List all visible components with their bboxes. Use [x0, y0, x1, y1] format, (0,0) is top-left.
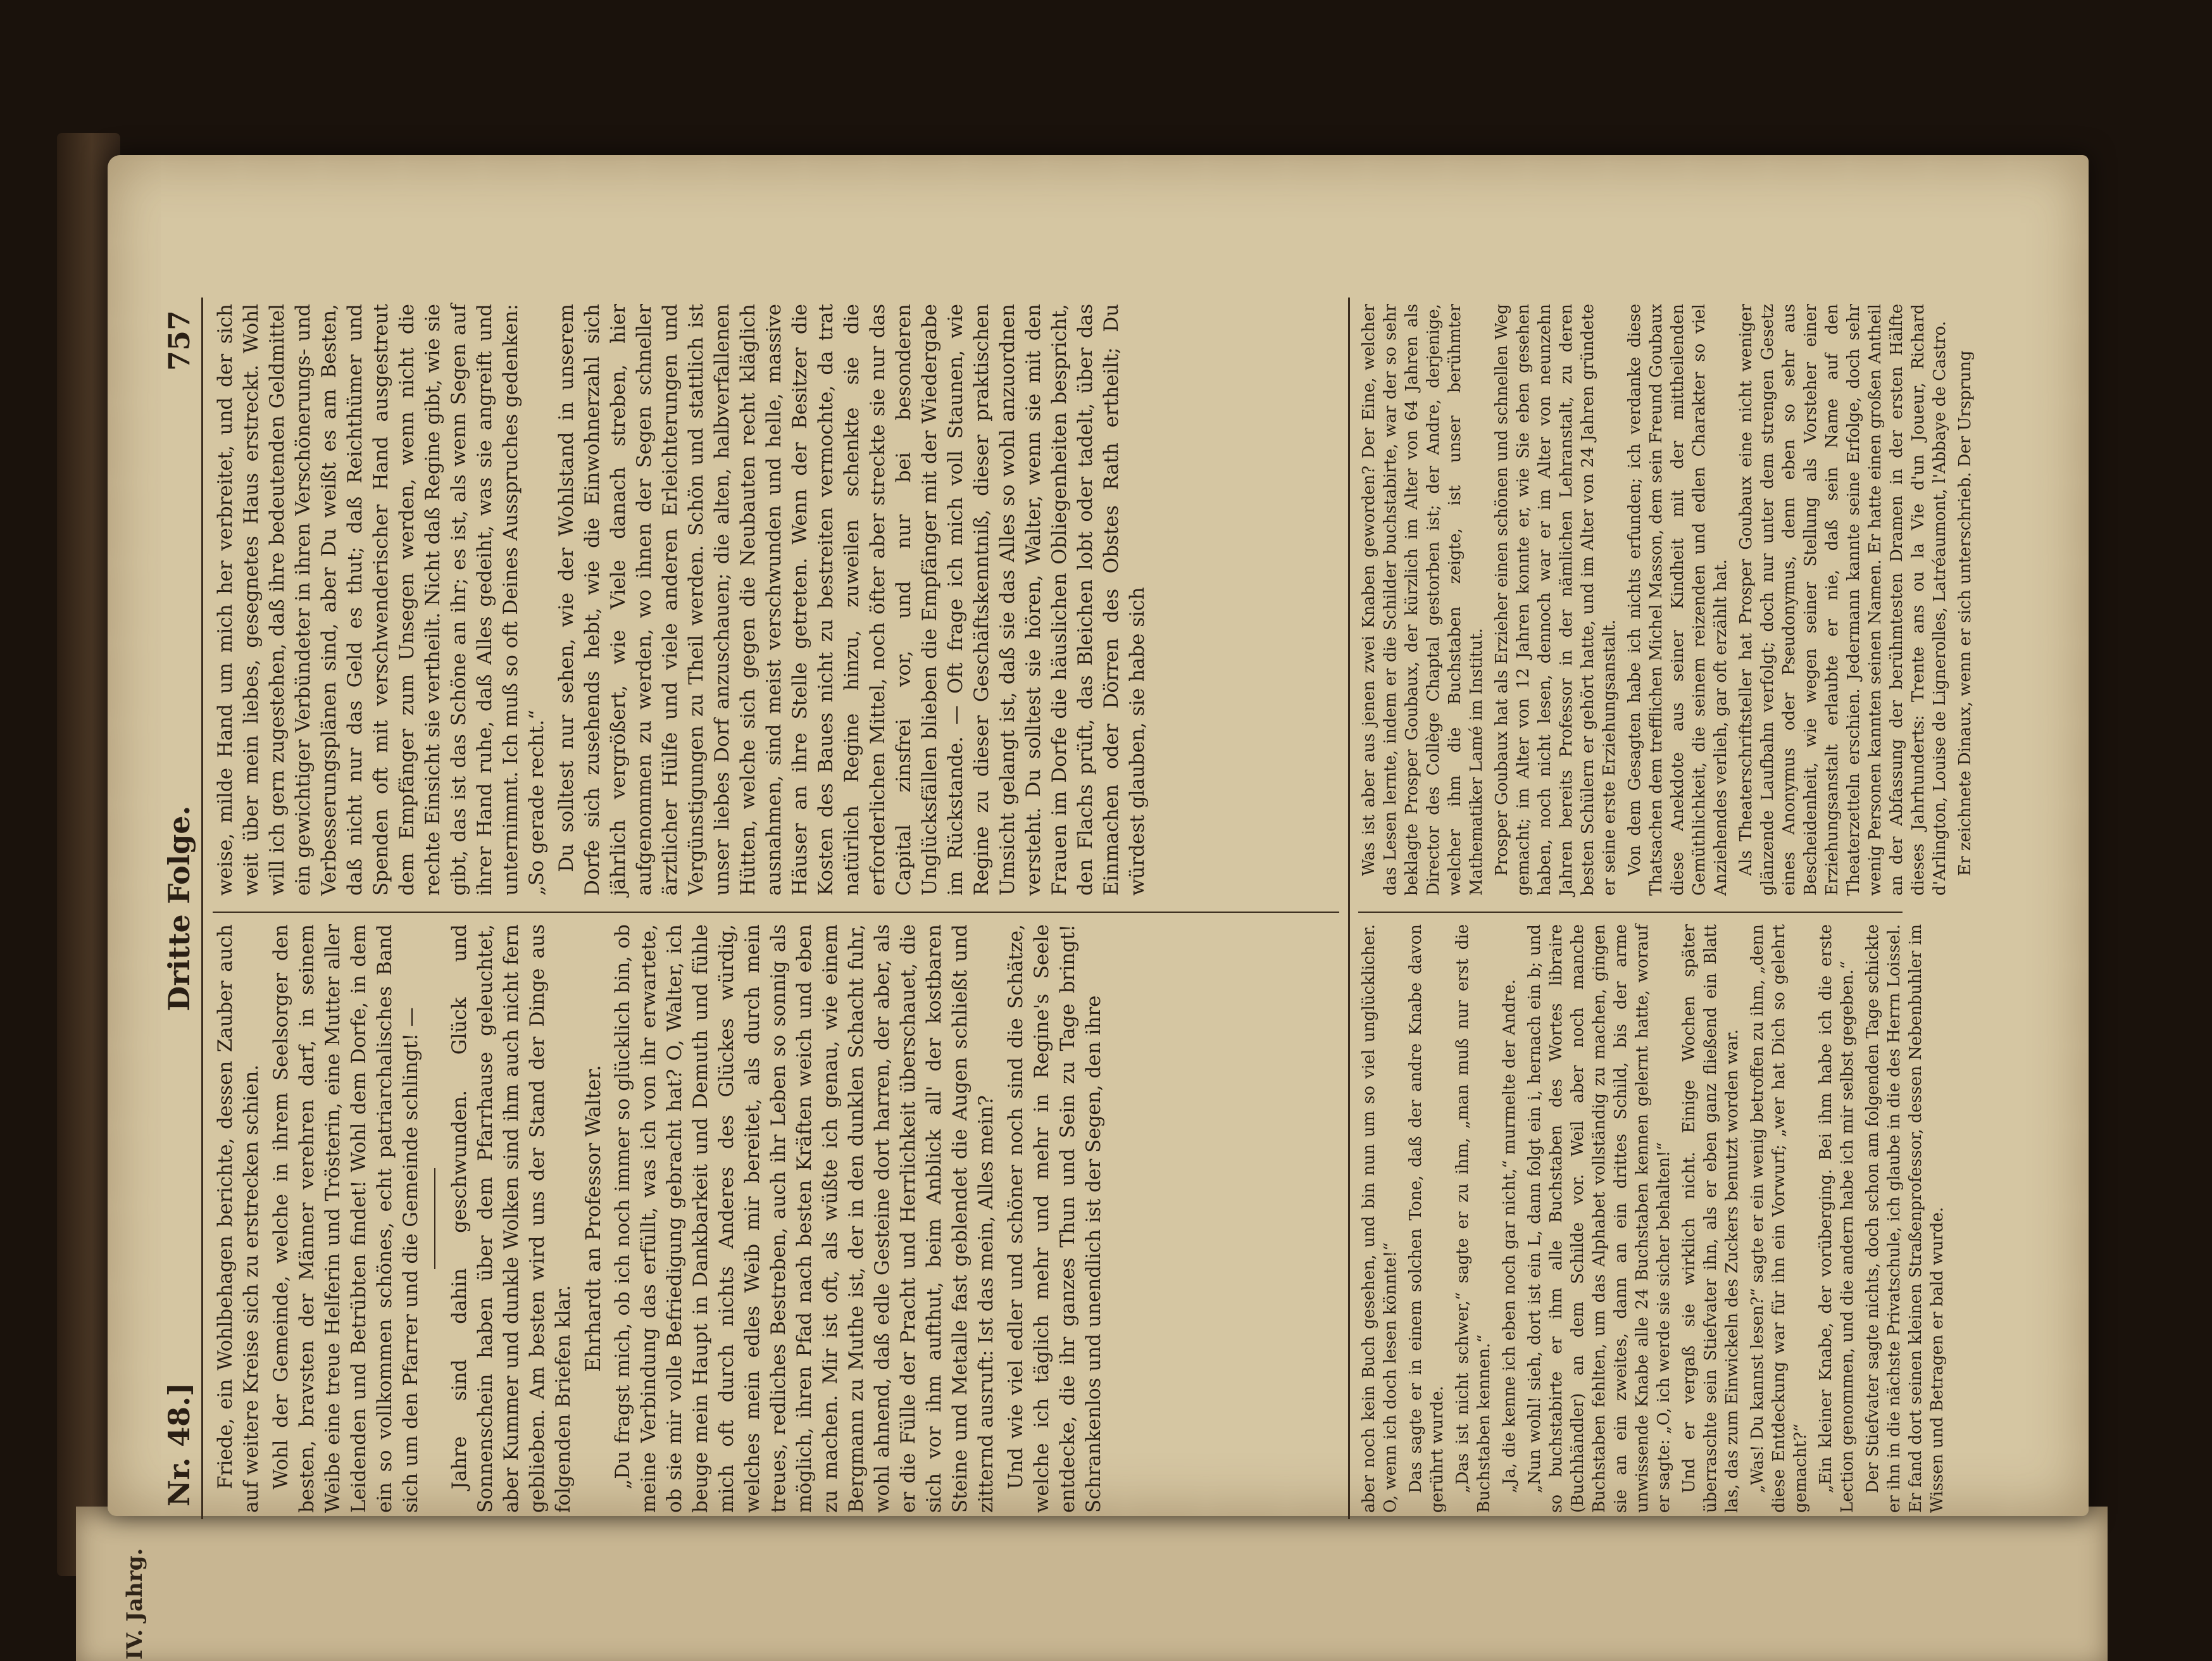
paragraph: aber noch kein Buch gesehen, und bin nun um so viel unglücklicher. O, wenn ich doch lesen könnte!“	[1359, 924, 1400, 1513]
lower-text-block	[1358, 298, 1975, 1519]
paragraph: Als Theaterschriftsteller hat Prosper Goubaux eine nicht weniger glänzende Laufbahn verfolgt; doch nur unter dem strengen Gesetz eines Anonymus oder Pseudonymus, denn eben so sehr aus Bescheidenheit, wie wegen seiner Stellung als Vorsteher einer Erziehungsanstalt erlaubte er nie, daß sein Name auf den Theaterzetteln erschien. Jedermann kannte seine Erfolge, doch sehr wenig Personen kannten seinen Namen. Er hatte einen großen Antheil an der Abfassung der berühmtesten Dramen in der ersten Hälfte dieses Jahrhunderts: Trente ans ou la Vie d'un Joueur, Richard d'Arlington, Louise de Lignerolles, Latréaumont, l'Abbaye de Castro.	[1737, 304, 1949, 896]
paragraph: weise, milde Hand um mich her verbreitet, und der sich weit über mein liebes, gesegnetes Haus erstreckt. Wohl will ich gern zugestehen, daß ihre bedeutenden Geldmittel ein gewichtiger Verbündeter in ihren Verschönerungs- und Verbesserungsplänen sind, aber Du weißt es am Besten, daß nicht nur das Geld es thut; daß Reichthümer und Spenden oft mit verschwenderischer Hand ausgestreut dem Empfänger zum Unsegen werden, wenn nicht die rechte Einsicht sie vertheilt. Nicht daß Regine gibt, wie sie gibt, das ist das Schöne an ihr; es ist, als wenn Segen auf ihrer Hand ruhe, daß Alles gedeiht, was sie angreift und unternimmt. Ich muß so oft Deines Ausspruches gedenken: „So gerade recht.“	[214, 304, 548, 896]
right-column	[213, 304, 1339, 896]
paragraph: Und er vergaß sie wirklich nicht. Einige Wochen später überraschte sein Stiefvater ihn, als er eben ganz fließend ein Blatt las, das zum Einwickeln des Zuckers benutzt worden war.	[1680, 924, 1742, 1513]
paragraph: „Ja, die kenne ich eben noch gar nicht,“ murmelte der Andre.	[1500, 979, 1519, 1493]
paragraph: Prosper Goubaux hat als Erzieher einen schönen und schnellen Weg gemacht; im Alter von 12 Jahren konnte er, wie Sie eben gesehen haben, noch nicht lesen, dennoch war er im Alter von neunzehn Jahren bereits Professor in der nämlichen Lehranstalt, zu deren besten Schülern er gehört hatte, und im Alter von 24 Jahren gründete er seine erste Erziehungsanstalt.	[1492, 304, 1619, 896]
letter-heading: Ehrhardt an Professor Walter.	[581, 1065, 605, 1372]
paragraph: Von dem Gesagten habe ich nichts erfunden; ich verdanke diese Thatsachen dem trefflichen Michel Masson, dem sein Freund Goubaux diese Anekdote aus seiner Kindheit mit der mittheilenden Gemüthlichkeit, die seinem reizenden und edlen Charakter so viel Anziehendes verlieh, gar oft erzählt hat.	[1625, 304, 1730, 896]
column-rule	[213, 912, 1339, 913]
series-title: Dritte Folge.	[162, 805, 196, 1012]
paragraph: Wohl der Gemeinde, welche in ihrem Seelsorger den besten, bravsten der Männer verehren darf, in seinem Weibe eine treue Helferin und Trösterin, eine Mutter aller Leidenden und Betrübten findet! Wohl dem Dorfe, in dem ein so vollkommen schönes, echt patriarchalisches Band sich um den Pfarrer und die Gemeinde schlingt! —	[270, 924, 422, 1513]
upper-text-block	[213, 298, 1339, 1519]
paragraph: Der Stiefvater sagte nichts, doch schon am folgenden Tage schickte er ihn in die nächste Privatschule, ich glaube in die des Herrn Loissel. Er fand dort seinen kleinen Straßenprofessor, dessen Nebenbuhler im Wissen und Betragen er bald wurde.	[1863, 924, 1947, 1513]
horizontal-rule	[1348, 298, 1350, 1519]
previous-page-edge	[76, 1507, 2108, 1661]
paragraph: „Du fragst mich, ob ich noch immer so glücklich bin, ob meine Verbindung das erfüllt, was ich von ihr erwartete, ob sie mir volle Befriedigung gebracht hat? O, Walter, ich beuge mein Haupt in Dankbarkeit und Demuth und fühle mich oft durch nichts Anderes des Glückes würdig, welches mein edles Weib mir bereitet, als durch mein treues, redliches Bestreben, auch ihr Leben so sonnig als möglich, ihren Pfad nach besten Kräften weich und eben zu machen. Mir ist oft, als wüßte ich genau, wie einem Bergmann zu Muthe ist, der in den dunklen Schacht fuhr, wohl ahnend, daß edle Gesteine dort harren, der aber, als er die Fülle der Pracht und Herrlichkeit überschauet, die sich vor ihm aufthut, beim Anblick all' der kostbaren Steine und Metalle fast geblendet die Augen schließt und zitternd ausruft: Ist das mein, Alles mein?	[611, 924, 997, 1513]
section-divider	[434, 1168, 435, 1269]
lower-right-column	[1358, 304, 1975, 896]
paragraph: Du solltest nur sehen, wie der Wohlstand in unserem Dorfe sich zusehends hebt, wie die Einwohnerzahl sich jährlich vergrößert, wie Viele danach streben, hier aufgenommen zu werden, wo ihnen der Segen schneller ärztlicher Hülfe und viele anderen Erleichterungen und Vergünstigungen zu Theil werden. Schön und stattlich ist unser liebes Dorf anzuschauen; die alten, halbverfallenen Hütten, welche sich gegen die Neubauten recht kläglich ausnahmen, sind meist verschwunden und helle, massive Häuser an ihre Stelle getreten. Wenn der Besitzer die Kosten des Baues nicht zu bestreiten vermochte, da trat natürlich Regine hinzu, zuweilen schenkte sie die erforderlichen Mittel, noch öfter aber streckte sie nur das Capital zinsfrei vor, und nur bei besonderen Unglücksfällen blieben die Empfänger mit der Wiedergabe im Rückstande. — Oft frage ich mich voll Staunen, wie Regine zu dieser Geschäftskenntniß, dieser praktischen Umsicht gelangt ist, daß sie das Alles so wohl anzuordnen versteht. Du solltest sie hören, Walter, wenn sie mit den Frauen im Dorfe die häuslichen Obliegenheiten bespricht, den Flachs prüft, das Bleichen lobt oder tadelt, über das Einmachen oder Dörren des Obstes Rath ertheilt; Du würdest glauben, sie habe sich	[555, 304, 1149, 896]
page-header	[163, 298, 203, 1519]
left-column	[213, 924, 1339, 1513]
paragraph: „Das ist nicht schwer,“ sagte er zu ihm, „man muß nur erst die Buchstaben kennen.“	[1453, 924, 1494, 1513]
paragraph: Was ist aber aus jenen zwei Knaben geworden? Der Eine, welcher das Lesen lernte, indem er die Schilder buchstabirte, war der so sehr beklagte Prosper Goubaux, der kürzlich im Alter von 64 Jahren als Director des Collège Chaptal gestorben ist; der Andre, derjenige, welcher ihm die Buchstaben zeigte, ist unser berühmter Mathematiker Lamé im Institut.	[1359, 304, 1486, 896]
column-rule	[1358, 912, 1903, 913]
page-number: 757	[162, 310, 196, 372]
paragraph: Jahre sind dahin geschwunden. Glück und Sonnenschein haben über dem Pfarrhause geleuchtet, aber Kummer und dunkle Wolken sind ihm auch nicht fern geblieben. Am besten wird uns der Stand der Dinge aus folgenden Briefen klar.	[448, 924, 575, 1513]
page-content	[162, 298, 1975, 1519]
paragraph: „Nun wohl! sieh, dort ist ein L, dann folgt ein i, hernach ein b; und so buchstabirte er ihm alle Buchstaben des Wortes libraire (Buchhändler) an dem Schilde vor. Weil aber noch manche Buchstaben fehlten, um das Alphabet vollständig zu machen, gingen sie an ein zweites, dann an ein drittes Schild, bis der arme unwissende Knabe alle 24 Buchstaben kennen gelernt hatte, worauf er sagte: „O, ich werde sie sicher behalten!“	[1525, 924, 1673, 1513]
paragraph: Und wie viel edler und schöner noch sind die Schätze, welche ich täglich mehr und mehr in Regine's Seele entdecke, die ihr ganzes Thun und Sein zu Tage bringt! Schrankenlos und unendlich ist der Segen, den ihre	[1004, 924, 1105, 1513]
previous-page-header: IV. Jahrg.	[122, 1548, 147, 1660]
paragraph: Das sagte er in einem solchen Tone, daß der andre Knabe davon gerührt wurde.	[1406, 924, 1447, 1513]
paragraph: Friede, ein Wohlbehagen berichte, dessen Zauber auch auf weitere Kreise sich zu erstrecken schien.	[214, 924, 263, 1513]
lower-left-column	[1358, 924, 1947, 1513]
paragraph: Er zeichnete Dinaux, wenn er sich unterschrieb. Der Ursprung	[1956, 350, 1975, 876]
issue-number: Nr. 48.]	[162, 1382, 196, 1507]
paragraph: „Ein kleiner Knabe, der vorüberging. Bei ihm habe ich die erste Lection genommen, und die andern habe ich mir selbst gegeben.“	[1816, 924, 1857, 1513]
paragraph: „Was! Du kannst lesen?“ sagte er ein wenig betroffen zu ihm, „denn diese Entdeckung war für ihn ein Vorwurf; „wer hat Dich so gelehrt gemacht?“	[1748, 924, 1810, 1513]
